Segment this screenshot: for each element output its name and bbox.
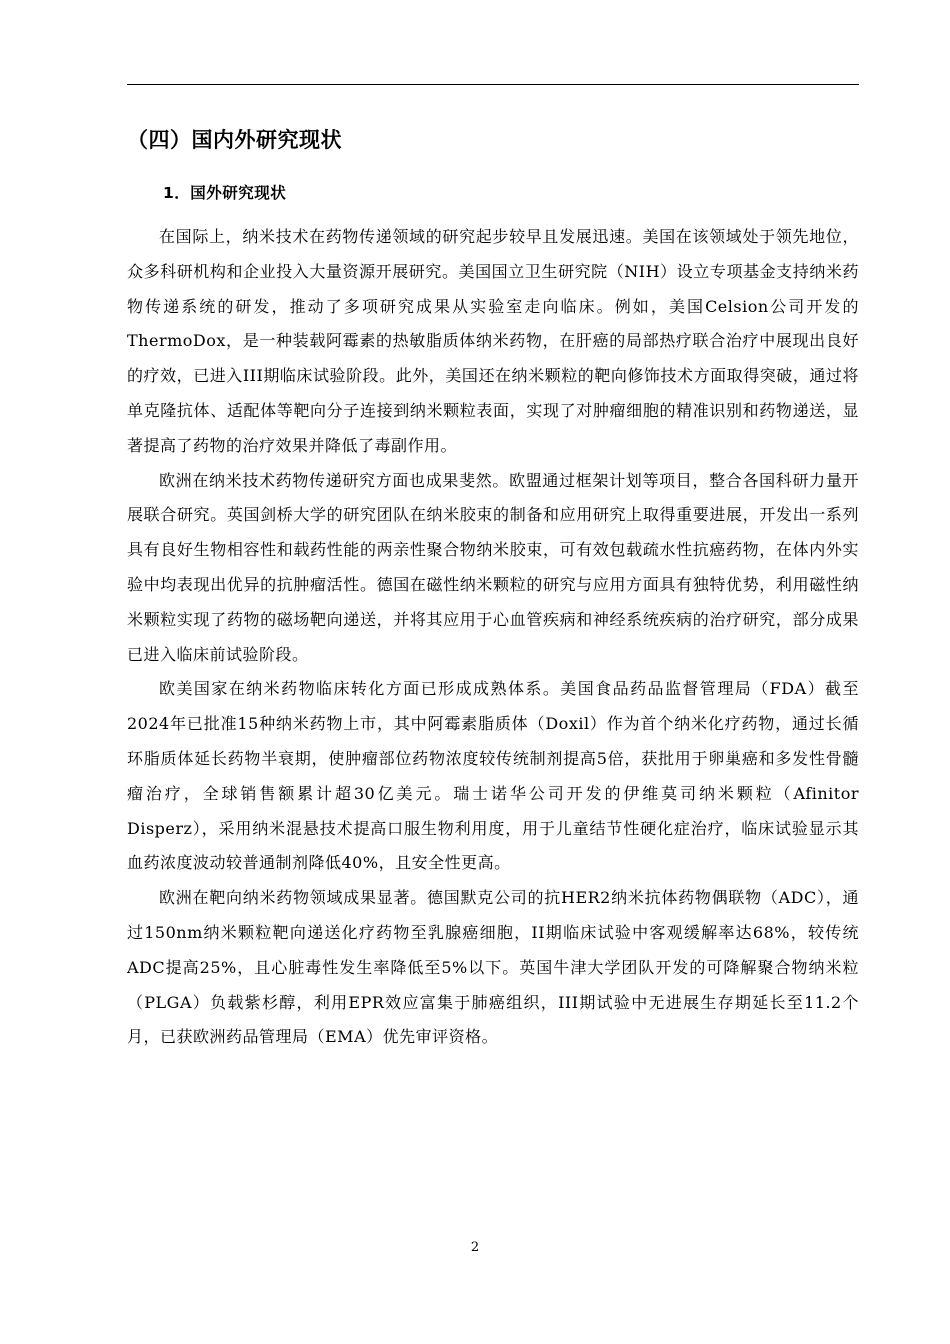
paragraph-1: 在国际上，纳米技术在药物传递领域的研究起步较早且发展迅速。美国在该领域处于领先地位，众多科研机构和企业投入大量资源开展研究。美国国立卫生研究院（NIH）设立专项基金支持纳米药物传递系统的研发，推动了多项研究成果从实验室走向临床。例如，美国Celsion公司开发的ThermoDox，是一种装载阿霉素的热敏脂质体纳米药物，在肝癌的局部热疗联合治疗中展现出良好的疗效，已进入III期临床试验阶段。此外，美国还在纳米颗粒的靶向修饰技术方面取得突破，通过将单克隆抗体、适配体等靶向分子连接到纳米颗粒表面，实现了对肿瘤细胞的精准识别和药物递送，显著提高了药物的治疗效果并降低了毒副作用。 <box>127 227 859 455</box>
header-rule <box>127 84 859 85</box>
section-title: （四）国内外研究现状 <box>127 128 342 152</box>
page-number: 2 <box>470 1240 480 1255</box>
subsection-title: 1．国外研究现状 <box>163 184 287 202</box>
paragraph-4: 欧洲在靶向纳米药物领域成果显著。德国默克公司的抗HER2纳米抗体药物偶联物（ADC），通过150nm纳米颗粒靶向递送化疗药物至乳腺癌细胞，II期临床试验中客观缓解率达68%，较传统ADC提高25%，且心脏毒性发生率降低至5%以下。英国牛津大学团队开发的可降解聚合物纳米粒（PLGA）负载紫杉醇，利用EPR效应富集于肺癌组织，III期试验中无进展生存期延长至11.2个月，已获欧洲药品管理局（EMA）优先审评资格。 <box>127 888 859 1047</box>
paragraph-2: 欧洲在纳米技术药物传递研究方面也成果斐然。欧盟通过框架计划等项目，整合各国科研力量开展联合研究。英国剑桥大学的研究团队在纳米胶束的制备和应用研究上取得重要进展，开发出一系列具有良好生物相容性和载药性能的两亲性聚合物纳米胶束，可有效包载疏水性抗癌药物，在体内外实验中均表现出优异的抗肿瘤活性。德国在磁性纳米颗粒的研究与应用方面具有独特优势，利用磁性纳米颗粒实现了药物的磁场靶向递送，并将其应用于心血管疾病和神经系统疾病的治疗研究，部分成果已进入临床前试验阶段。 <box>127 470 859 664</box>
page-content <box>127 116 859 1055</box>
paragraph-3: 欧美国家在纳米药物临床转化方面已形成成熟体系。美国食品药品监督管理局（FDA）截至2024年已批准15种纳米药物上市，其中阿霉素脂质体（Doxil）作为首个纳米化疗药物，通过长循环脂质体延长药物半衰期，使肿瘤部位药物浓度较传统制剂提高5倍，获批用于卵巢癌和多发性骨髓瘤治疗，全球销售额累计超30亿美元。瑞士诺华公司开发的伊维莫司纳米颗粒（Afinitor Disperz），采用纳米混悬技术提高口服生物利用度，用于儿童结节性硬化症治疗，临床试验显示其血药浓度波动较普通制剂降低40%，且安全性更高。 <box>127 679 859 873</box>
